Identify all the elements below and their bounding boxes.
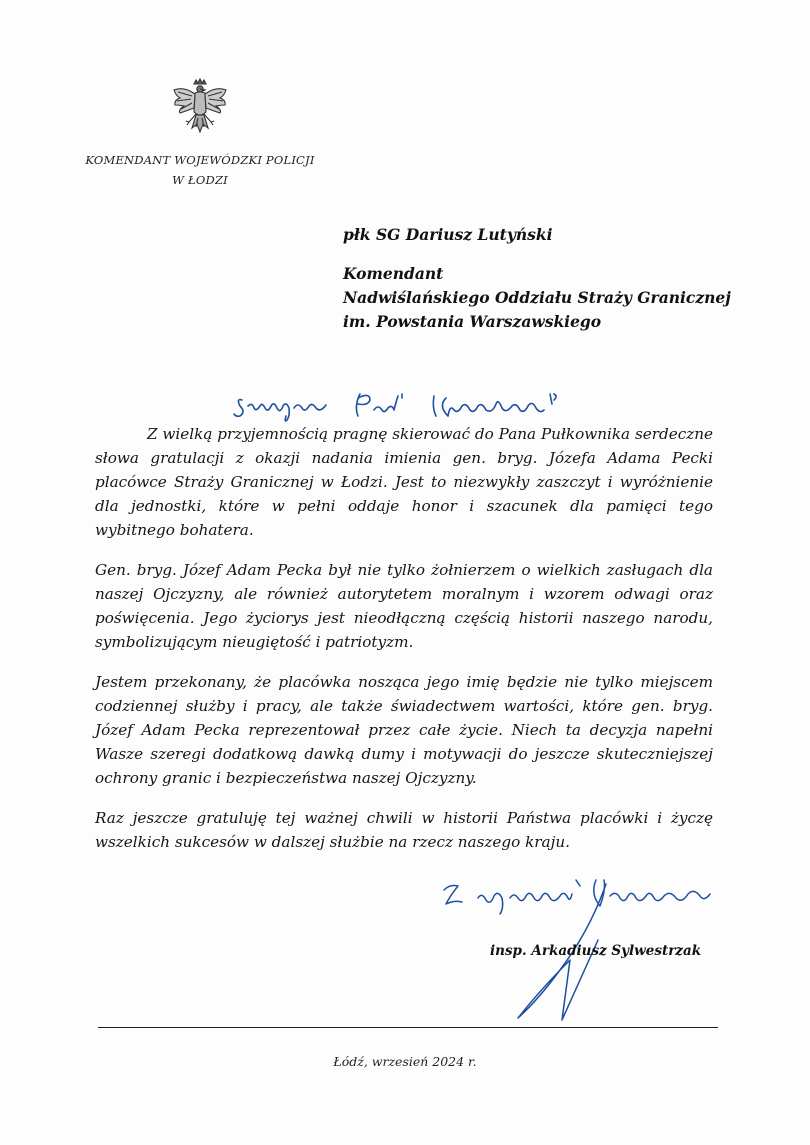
body-paragraph-4: Raz jeszcze gratuluję tej ważnej chwili w historii Państwa placówki i życzę wszelkich sukcesów w dalszej służbie na rzecz naszego kraju.	[95, 809, 713, 851]
body-paragraph-3: Jestem przekonany, że placówka nosząca jego imię będzie nie tylko miejscem codziennej służby i pracy, ale także świadectwem wartości, które gen. bryg. Józef Adam Pecka reprezentował przez całe życie. Niech ta decyzja napełni Wasze szeregi dodatkową dawką dumy i motywacji do jeszcze skuteczniejszej ochrony granic i bezpieczeństwa naszej Ojczyzny.	[95, 673, 713, 787]
issuer-city: W ŁODZI	[172, 173, 228, 187]
addressee-block	[343, 222, 773, 334]
signer-name: insp. Arkadiusz Sylwestrzak	[490, 943, 702, 959]
body-paragraph-1: Z wielką przyjemnością pragnę skierować do Pana Pułkownika serdeczne słowa gratulacji z okazji nadania imienia gen. bryg. Józefa Adama Pecki placówce Straży Granicznej w Łodzi. Jest to niezwykły zaszczyt i wyróżnienie dla jednostki, które w pełni oddaje honor i szacunek dla pamięci tego wybitnego bohatera.	[95, 425, 713, 539]
body-paragraph-2: Gen. bryg. Józef Adam Pecka był nie tylko żołnierzem o wielkich zasługach dla naszej Ojczyzny, ale również autorytetem moralnym i wzorem odwagi oraz poświęcenia. Jego życiorys jest nieodłączną częścią historii naszego narodu, symbolizującym nieugiętość i patriotyzm.	[95, 561, 713, 651]
addressee-role-line-3: im. Powstania Warszawskiego	[343, 312, 602, 331]
addressee-role-line-1: Komendant	[343, 264, 444, 283]
addressee-role-line-2: Nadwiślańskiego Oddziału Straży Granicznej	[343, 288, 731, 307]
handwritten-signature	[420, 850, 740, 1030]
addressee-name: płk SG Dariusz Lutyński	[343, 225, 553, 244]
footer-divider	[98, 1027, 718, 1028]
letter-body	[95, 422, 713, 870]
eagle-emblem-icon	[168, 78, 232, 144]
issuer-block	[60, 150, 340, 190]
handwritten-salutation	[232, 386, 592, 426]
place-and-date: Łódź, wrzesień 2024 r.	[333, 1054, 477, 1069]
issuer-title: KOMENDANT WOJEWÓDZKI POLICJI	[85, 153, 315, 167]
